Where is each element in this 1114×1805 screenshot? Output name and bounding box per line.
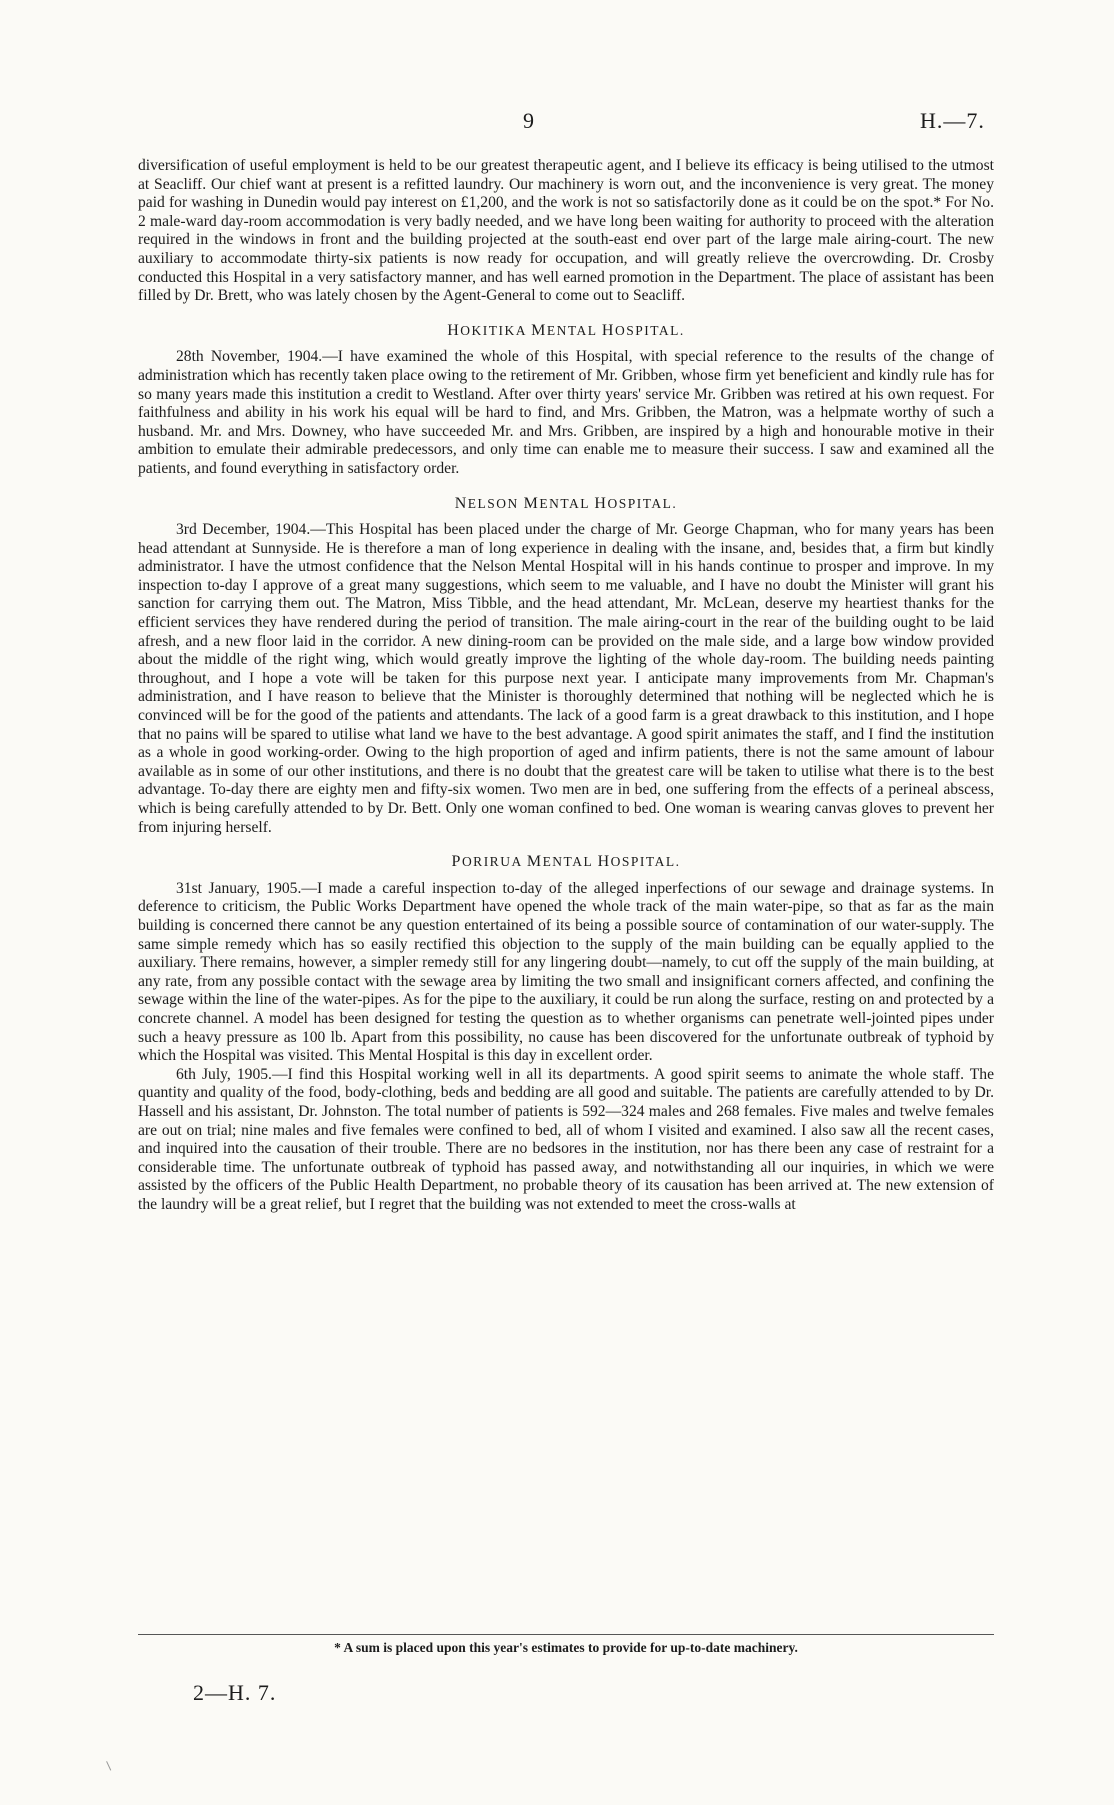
page-number: 9 bbox=[523, 108, 534, 133]
hokitika-paragraph-1: 28th November, 1904.—I have examined the whole of this Hospital, with special reference to the results of the change of administration which has recently taken place owing to the retirement of Mr. Gribben, whose firm yet beneficient and kindly rule has for so many years made this institution a credit to Westland. After over thirty years' service Mr. Gribben was retired at his own request. For faithfulness and ability in his work his equal will be hard to find, and Mrs. Gribben, the Matron, was a helpmate worthy of such a husband. Mr. and Mrs. Downey, who have succeeded Mr. and Mrs. Gribben, are inspired by a high and honourable motive in their ambition to emulate their admirable predecessors, and only time can enable me to measure their success. I saw and examined all the patients, and found everything in satisfactory order. bbox=[138, 348, 994, 477]
signature-mark: 2—H. 7. bbox=[193, 1680, 277, 1705]
footnote: * A sum is placed upon this year's estimates to provide for up-to-date machinery. bbox=[334, 1640, 798, 1655]
porirua-paragraph-2: 6th July, 1905.—I find this Hospital working well in all its departments. A good spirit seems to animate the whole staff. The quantity and quality of the food, body-clothing, beds and bedding are all good and suitable. The patients are carefully attended to by Dr. Hassell and his assistant, Dr. Johnston. The total number of patients is 592—324 males and 268 females. Five males and twelve females are out on trial; nine males and five females were confined to bed, all of whom I visited and examined. I also saw all the recent cases, and inquired into the causation of their trouble. There are no bedsores in the institution, nor has there been any case of restraint for a considerable time. The unfortunate outbreak of typhoid has passed away, and notwithstanding all our inquiries, in which we were assisted by the officers of the Public Health Department, no probable theory of its causation has been arrived at. The new extension of the laundry will be a great relief, but I regret that the building was not extended to meet the cross-walls at bbox=[138, 1065, 994, 1213]
body-text bbox=[138, 157, 994, 1214]
margin-mark bbox=[106, 1759, 115, 1770]
nelson-paragraph-1: 3rd December, 1904.—This Hospital has been placed under the charge of Mr. George Chapman, who for many years has been head attendant at Sunnyside. He is therefore a man of long experience in dealing with the insane, and, besides that, a firm but kindly administrator. I have the utmost confidence that the Nelson Mental Hospital will in his hands continue to prosper and improve. In my inspection to-day I approve of a great many suggestions, which seem to me valuable, and I have no doubt the Minister will grant his sanction for carrying them out. The Matron, Miss Tibble, and the head attendant, Mr. McLean, deserve my heartiest thanks for the efficient services they have rendered during the period of transition. The male airing-court in the rear of the building ought to be laid afresh, and a new floor laid in the corridor. A new dining-room can be provided on the male side, and a large bow window provided about the middle of the right wing, which would greatly improve the lighting of the whole day-room. The building needs painting throughout, and I hope a vote will be taken for this purpose next year. I anticipate many improvements from Mr. Chapman's administration, and I have reason to believe that the Minister is thoroughly determined that nothing will be neglected which he is convinced will be for the good of the patients and attendants. The lack of a good farm is a great drawback to this institution, and I hope that no pains will be spared to utilise what land we have to the best advantage. A good spirit animates the staff, and I find the institution as a whole in good working-order. Owing to the high proportion of aged and infirm patients, there is not the same amount of labour available as in some of our other institutions, and there is no doubt that the greatest care will be taken to utilise what there is to the best advantage. To-day there are eighty men and fifty-six women. Two men are in bed, one suffering from the effects of a perineal abscess, which is being carefully attended to by Dr. Bett. Only one woman confined to bed. One woman is wearing canvas gloves to prevent her from injuring herself. bbox=[138, 521, 994, 836]
section-heading-hokitika: HOKITIKA MENTAL HOSPITAL. bbox=[447, 321, 685, 339]
section-heading-nelson: NELSON MENTAL HOSPITAL. bbox=[454, 494, 678, 512]
porirua-paragraph-1: 31st January, 1905.—I made a careful inspection to-day of the alleged inperfections of our sewage and drainage systems. In deference to criticism, the Public Works Department have opened the whole track of the main water-pipe, so that as far as the main building is concerned there cannot be any question entertained of its being a possible source of contamination of our water-supply. The same simple remedy which has so easily rectified this objection to the supply of the main building can be equally applied to the auxiliary. There remains, however, a simpler remedy still for any lingering doubt—namely, to cut off the supply of the main building, at any rate, from any possible contact with the sewage area by limiting the two small and insignificant corners affected, and confining the sewage within the line of the water-pipes. As for the pipe to the auxiliary, it could be run along the surface, resting on and protected by a concrete channel. A model has been designed for testing the question as to whether organisms can penetrate well-jointed pipes under such a heavy pressure as 100 lb. Apart from this possibility, no cause has been discovered for the unfortunate outbreak of typhoid by which the Hospital was visited. This Mental Hospital is this day in excellent order. bbox=[138, 879, 994, 1065]
document-code: H.—7. bbox=[920, 108, 985, 133]
intro-paragraph: diversification of useful employment is held to be our greatest therapeutic agent, and I believe its efficacy is being utilised to the utmost at Seacliff. Our chief want at present is a refitted laundry. Our machinery is worn out, and the inconvenience is very great. The money paid for washing in Dunedin would pay interest on £1,200, and the work is not so satisfactorily done as it could be on the spot.* For No. 2 male-ward day-room accommodation is very badly needed, and we have long been waiting for authority to proceed with the alteration required in the windows in front and the building projected at the south-east end over part of the large male airing-court. The new auxiliary to accommodate thirty-six patients is now ready for occupation, and will greatly relieve the overcrowding. Dr. Crosby conducted this Hospital in a very satisfactory manner, and has well earned promotion in the Department. The place of assistant has been filled by Dr. Brett, who was lately chosen by the Agent-General to come out to Seacliff. bbox=[138, 157, 994, 305]
page-header bbox=[0, 108, 1114, 138]
footnote-divider bbox=[138, 1634, 994, 1635]
section-heading-porirua: PORIRUA MENTAL HOSPITAL. bbox=[451, 853, 681, 871]
